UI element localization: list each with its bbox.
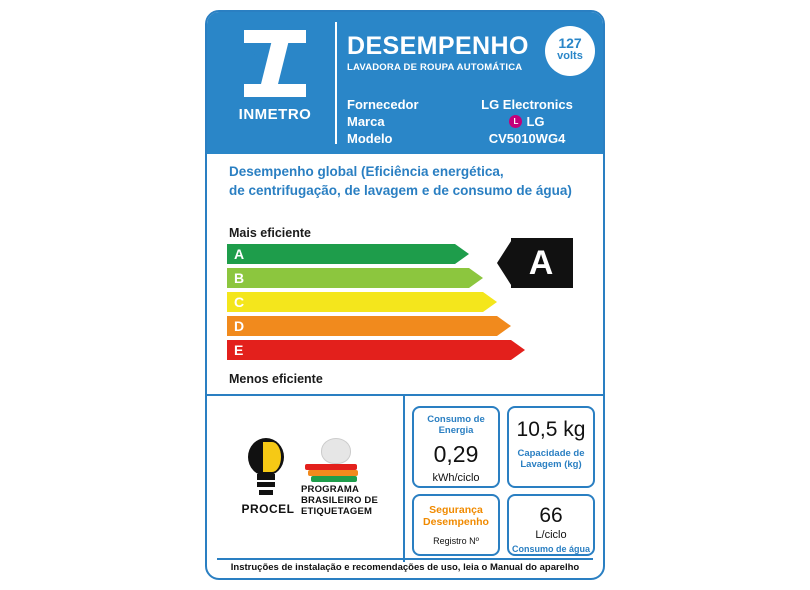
voltage-badge: [545, 26, 595, 76]
grade-badge: [497, 238, 573, 288]
field-label-modelo: Modelo: [347, 131, 393, 146]
water-unit: L/ciclo: [535, 529, 567, 541]
field-values: [457, 96, 597, 147]
scale-bar-b-letter: B: [234, 270, 245, 286]
ebe-text: [301, 484, 378, 517]
energy-caption-line2: Energia: [438, 425, 474, 436]
inmetro-block: [217, 18, 333, 146]
scale-bar-e-letter: E: [234, 342, 244, 358]
grade-badge-letter: A: [528, 244, 554, 282]
capacity-box: [507, 406, 595, 488]
scale-top-label: Mais eficiente: [229, 226, 311, 240]
procel-label: PROCEL: [241, 502, 295, 516]
label-border: [205, 10, 605, 580]
value-marca-row: [457, 113, 597, 130]
water-caption: Consumo de água: [511, 544, 590, 554]
efficiency-scale-section: [207, 212, 603, 396]
energy-consumption-box: [412, 406, 500, 488]
procel-bulb-icon: [245, 438, 287, 500]
capacity-caption-line1: Capacidade de: [517, 448, 585, 459]
page-title: DESEMPENHO: [347, 32, 529, 60]
inmetro-logo-icon: [238, 26, 312, 102]
security-box: [412, 494, 500, 556]
scale-bar-d-letter: D: [234, 318, 245, 334]
voltage-unit: volts: [557, 49, 583, 62]
global-performance-text: [229, 162, 572, 200]
global-performance-rest: (Eficiência energética,: [357, 164, 504, 179]
title-block: [347, 32, 529, 73]
security-registry: Registro Nº: [433, 536, 479, 546]
ebe-line1: PROGRAMA: [301, 484, 360, 495]
field-labels: [347, 96, 419, 147]
procel-block: [237, 436, 397, 526]
page-subtitle: LAVADORA DE ROUPA AUTOMÁTICA: [347, 62, 523, 73]
security-title: [414, 504, 498, 528]
scale-bar-a-letter: A: [234, 246, 245, 262]
header-divider: [335, 22, 337, 144]
energy-value: 0,29: [433, 441, 479, 467]
energy-unit: kWh/ciclo: [432, 472, 480, 484]
capacity-caption-line2: Lavagem (kg): [520, 459, 582, 470]
value-modelo: CV5010WG4: [488, 131, 566, 146]
footer-note: Instruções de instalação e recomendações de uso, leia o Manual do aparelho: [230, 562, 580, 573]
global-performance-line2: de centrifugação, de lavagem e de consumo de água): [229, 183, 572, 198]
security-title-line1: Segurança: [429, 504, 483, 516]
water-value: 66: [539, 504, 563, 527]
global-performance-section: [207, 154, 603, 214]
bottom-section: [207, 394, 603, 578]
voltage-number: 127: [558, 35, 582, 51]
value-fornecedor: LG Electronics: [481, 97, 573, 112]
etiquetagem-plug-icon: [305, 438, 363, 482]
ebe-line2: BRASILEIRO DE: [301, 495, 379, 506]
scale-bottom-label: Menos eficiente: [229, 372, 323, 386]
scale-bar-c-letter: C: [234, 294, 245, 310]
capacity-caption: [509, 448, 593, 470]
footer-rule: [217, 558, 593, 560]
global-performance-bold: Desempenho global: [229, 164, 358, 179]
energy-label: [205, 10, 605, 580]
security-title-line2: Desempenho: [423, 516, 489, 528]
ebe-line3: ETIQUETAGEM: [301, 506, 373, 517]
field-label-marca: Marca: [347, 114, 385, 129]
value-marca: LG: [526, 114, 545, 129]
lg-logo-icon: L: [509, 115, 522, 128]
energy-caption: [414, 414, 498, 436]
field-label-fornecedor: Fornecedor: [347, 97, 419, 112]
inmetro-label: INMETRO: [238, 106, 312, 123]
label-header: [207, 12, 603, 154]
capacity-value: 10,5 kg: [516, 418, 586, 441]
water-consumption-box: [507, 494, 595, 556]
ebe-block: [299, 438, 399, 517]
bottom-divider: [403, 394, 405, 562]
energy-caption-line1: Consumo de: [427, 414, 485, 425]
